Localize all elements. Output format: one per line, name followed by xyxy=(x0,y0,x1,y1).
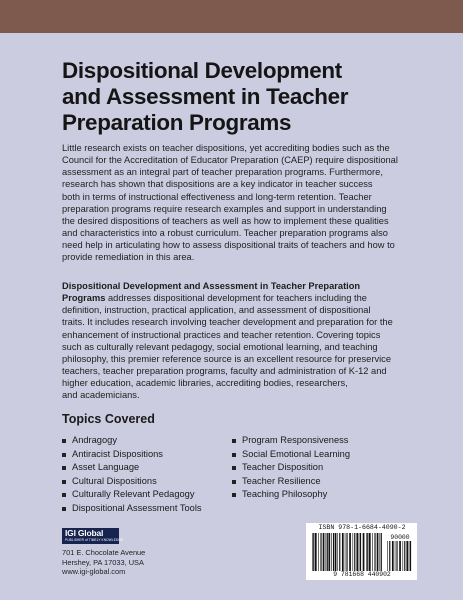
text-line: and characteristics into a robust curriculum. Teacher preparation programs also xyxy=(62,228,388,239)
text-line: teachers, teacher preparation programs, faculty and administration of K-12 and xyxy=(62,366,387,377)
bullet-icon xyxy=(62,439,66,443)
text-line xyxy=(62,292,417,304)
barcode-bar xyxy=(354,533,355,571)
topics-list-left xyxy=(62,434,202,516)
title-line: Dispositional Development xyxy=(62,58,342,83)
barcode-bar xyxy=(328,533,330,571)
barcode-bar xyxy=(395,541,396,571)
topic-item xyxy=(232,461,350,475)
topic-label: Asset Language xyxy=(72,462,140,473)
barcode-bar xyxy=(360,533,361,571)
igi-global-logo xyxy=(62,528,124,544)
topics-heading: Topics Covered xyxy=(62,412,155,426)
address-line: Hershey, PA 17033, USA xyxy=(62,557,144,567)
description-paragraph xyxy=(62,280,417,402)
title-line: and Assessment in Teacher xyxy=(62,84,349,109)
barcode-bar xyxy=(410,541,411,571)
barcode-bar xyxy=(315,533,317,571)
bullet-icon xyxy=(232,493,236,497)
barcode-bar xyxy=(392,541,394,571)
barcode-bar xyxy=(387,541,388,571)
bullet-icon xyxy=(62,507,66,511)
barcode-bar xyxy=(381,533,382,571)
barcode-bar xyxy=(318,533,319,571)
barcode-bar xyxy=(369,533,371,571)
logo-tagline: PUBLISHER of TIMELY KNOWLEDGE xyxy=(65,538,124,542)
barcode-bar xyxy=(353,533,354,571)
bullet-icon xyxy=(62,453,66,457)
barcode-bar xyxy=(374,533,375,571)
bullet-icon xyxy=(232,453,236,457)
bullet-icon xyxy=(62,466,66,470)
book-title-inline: Dispositional Development and Assessment in Teacher Preparation xyxy=(62,281,361,291)
address-website: www.igi-global.com xyxy=(62,567,126,577)
barcode-bar xyxy=(342,533,344,571)
text-line: definition, instruction, practical application, and assessment of dispositional xyxy=(62,305,371,316)
top-color-band xyxy=(0,0,463,33)
bullet-icon xyxy=(62,480,66,484)
text-line: Little research exists on teacher dispositions, yet accrediting bodies such as the xyxy=(62,143,390,153)
barcode-bar xyxy=(372,533,373,571)
topic-label: Antiracist Dispositions xyxy=(72,448,163,459)
text-line xyxy=(62,280,417,292)
barcode-bar xyxy=(403,541,404,571)
topic-label: Teacher Resilience xyxy=(242,475,321,486)
barcode-bar xyxy=(409,541,410,571)
barcode-bar xyxy=(327,533,328,571)
barcode-bar xyxy=(331,533,332,571)
topic-item xyxy=(62,502,202,516)
topic-item xyxy=(62,461,202,475)
topic-label: Teaching Philosophy xyxy=(242,489,328,500)
barcode-bar xyxy=(396,541,397,571)
topic-item xyxy=(232,475,350,489)
topics-list-right xyxy=(232,434,350,502)
topic-label: Social Emotional Learning xyxy=(242,448,351,459)
topic-label: Program Responsiveness xyxy=(242,435,349,445)
intro-paragraph xyxy=(62,142,417,264)
topic-label: Dispositional Assessment Tools xyxy=(72,502,202,513)
book-title-inline: Programs xyxy=(62,293,106,304)
topic-item xyxy=(62,488,202,502)
text-line: need help in articulating how to assess dispositional traits of teachers and how to xyxy=(62,240,395,251)
price-code: 90000 xyxy=(390,534,410,541)
topic-item xyxy=(62,434,202,448)
topic-item xyxy=(62,475,202,489)
barcode-bar xyxy=(404,541,405,571)
logo-name: IGI Global xyxy=(65,528,104,538)
barcode-bar xyxy=(389,541,390,571)
isbn-barcode xyxy=(306,523,417,580)
text-line: Council for the Accreditation of Educator Preparation (CAEP) require dispositional xyxy=(62,155,398,166)
text-line: assessment as an integral part of teacher preparation programs. Furthermore, xyxy=(62,167,383,178)
barcode-bar xyxy=(356,533,358,571)
topic-item xyxy=(232,488,350,502)
text-segment: addresses dispositional development for teachers including the xyxy=(105,293,367,304)
barcode-bar xyxy=(339,533,340,571)
address-line: 701 E. Chocolate Avenue xyxy=(62,548,146,557)
text-line: preparation programs require research examples and support in understanding xyxy=(62,203,387,214)
text-line: and academicians. xyxy=(62,390,140,401)
bullet-icon xyxy=(62,493,66,497)
barcode-bar xyxy=(380,533,381,571)
barcode-bar xyxy=(377,533,379,571)
title-line: Preparation Programs xyxy=(62,110,292,135)
publisher-address xyxy=(62,548,145,577)
text-line: the desired dispositions of teachers as well as how to implement these qualities xyxy=(62,215,389,226)
topic-item xyxy=(232,434,350,448)
bullet-icon xyxy=(232,439,236,443)
barcode-bar xyxy=(363,533,365,571)
topic-label: Cultural Dispositions xyxy=(72,475,157,486)
topic-label: Andragogy xyxy=(72,435,117,445)
barcode-bar xyxy=(335,533,337,571)
text-line: philosophy, this premier reference source is an excellent resource for preservice xyxy=(62,353,391,364)
barcode-bar xyxy=(406,541,408,571)
barcode-bar xyxy=(399,541,401,571)
text-line: provide remediation in this area. xyxy=(62,252,195,263)
bullet-icon xyxy=(232,466,236,470)
barcode-bar xyxy=(345,533,346,571)
isbn-number: ISBN 978-1-6684-4090-2 xyxy=(318,524,406,531)
barcode-bar xyxy=(333,533,334,571)
barcode-digits: 9 781668 440902 xyxy=(333,571,391,578)
text-line: higher education, academic libraries, accrediting bodies, researchers, xyxy=(62,378,348,389)
barcode-bar xyxy=(320,533,321,571)
bullet-icon xyxy=(232,480,236,484)
text-line: research has shown that dispositions are a key indicator in teacher success xyxy=(62,179,373,190)
text-line: enhancement of instructional practices and teacher retention. Covering topics xyxy=(62,329,381,340)
barcode-bar xyxy=(312,533,313,571)
barcode-bar xyxy=(366,533,367,571)
barcode-bar xyxy=(359,533,360,571)
topic-item xyxy=(62,448,202,462)
topic-label: Culturally Relevant Pedagogy xyxy=(72,489,195,500)
topic-label: Teacher Disposition xyxy=(242,462,324,473)
barcode-bar xyxy=(326,533,327,571)
book-title xyxy=(62,58,422,136)
barcode-bar xyxy=(349,533,351,571)
barcode-bar xyxy=(346,533,347,571)
text-line: traits. It includes research involving teacher development and preparation for the xyxy=(62,317,393,328)
text-line: such as culturally relevant pedagogy, social emotional learning, and teaching xyxy=(62,341,378,352)
barcode-bar xyxy=(367,533,368,571)
barcode-bar xyxy=(313,533,314,571)
topic-item xyxy=(232,448,350,462)
text-line: both in terms of instructional effectiveness and long-term retention. Teacher xyxy=(62,191,372,202)
barcode-bar xyxy=(323,533,325,571)
barcode-bar xyxy=(337,533,338,571)
